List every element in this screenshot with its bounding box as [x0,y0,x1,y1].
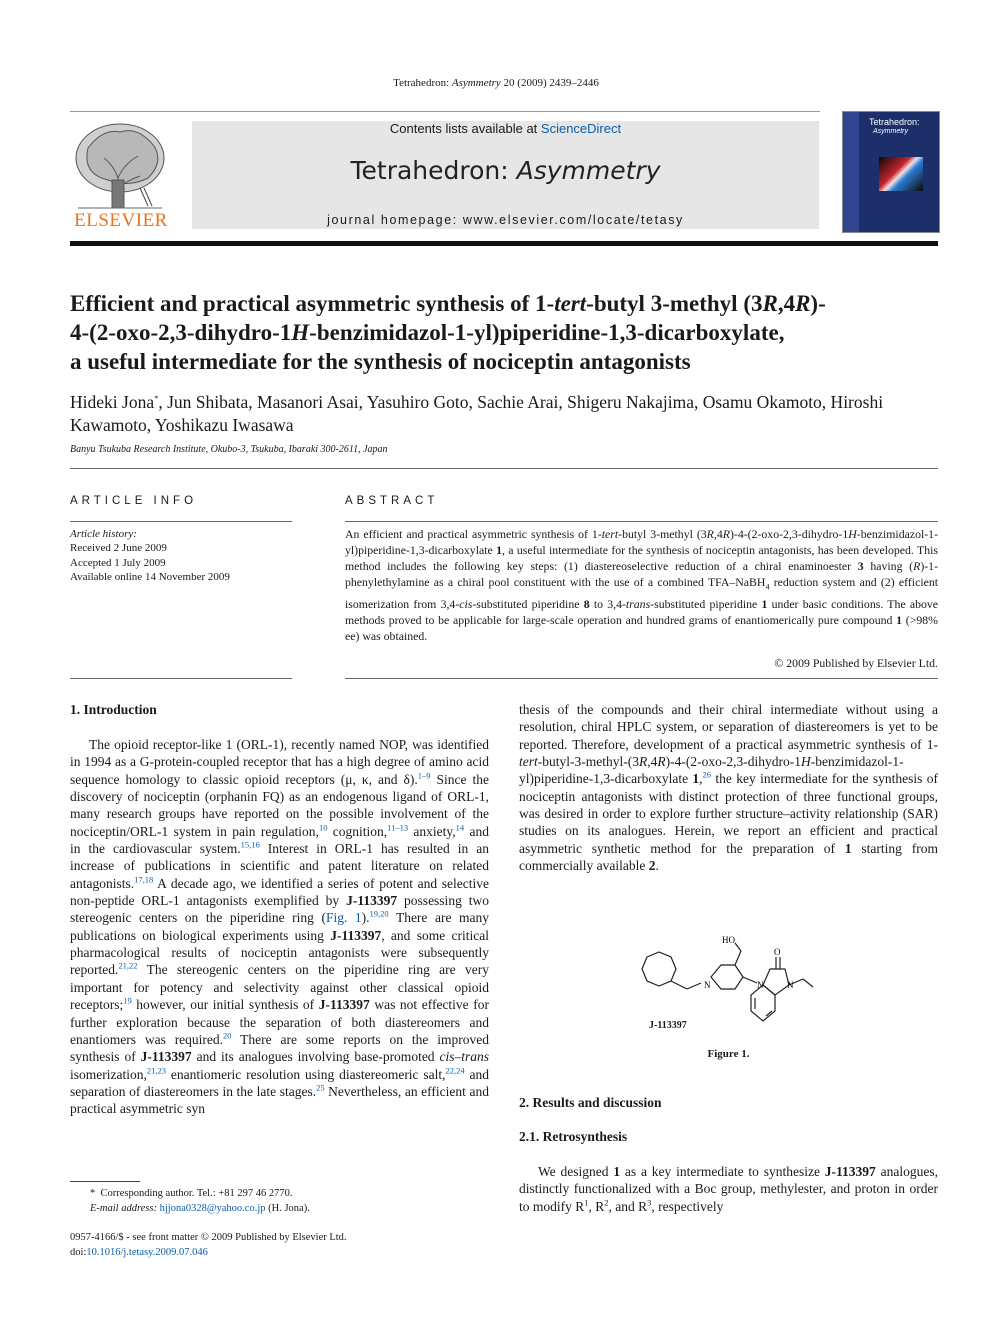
section-rule [70,468,938,469]
journal-name: Tetrahedron: Asymmetry [350,156,661,185]
corresponding-footnote: * Corresponding author. Tel.: +81 297 46 2770. E-mail address: hjjona0328@yahoo.co.jp (H. Jona). [90,1188,310,1214]
article-info-rule-bottom [70,678,292,679]
article-history: Article history: Received 2 June 2009 Accepted 1 July 2009 Available online 14 November 2009 [70,528,230,583]
elsevier-wordmark: ELSEVIER [74,210,168,231]
sciencedirect-link[interactable]: ScienceDirect [540,121,622,136]
journal-homepage[interactable]: journal homepage: www.elsevier.com/locate/tetasy [327,213,684,227]
received-date: Received 2 June 2009 [70,542,167,555]
affiliation: Banyu Tsukuba Research Institute, Okubo-3, Tsukuba, Ibaraki 300-2611, Japan [70,444,388,455]
atom-ho: HO [722,935,735,945]
article-info-heading: ARTICLE INFO [70,495,198,507]
journal-citation: Tetrahedron: Asymmetry 20 (2009) 2439–2446 [393,77,599,89]
retrosynthesis-heading: 2.1. Retrosynthesis [519,1129,628,1144]
cover-title: Tetrahedron: [869,117,920,127]
issn-line: 0957-4166/$ - see front matter © 2009 Published by Elsevier Ltd. [70,1232,347,1243]
header-rule [70,111,820,112]
figure-caption: Figure 1. [707,1048,750,1060]
atom-n-imidazole-3: N [787,980,794,990]
piperidine-ring [711,965,743,989]
compound-label: J-113397 [649,1020,687,1031]
online-date: Available online 14 November 2009 [70,570,230,583]
cover-subtitle: Asymmetry [873,128,908,135]
abstract-copyright: © 2009 Published by Elsevier Ltd. [774,656,938,670]
article-info-rule [70,521,292,522]
doi-link[interactable]: 10.1016/j.tetasy.2009.07.046 [86,1246,208,1258]
footnote-rule [70,1181,140,1182]
journal-cover-image [842,111,940,233]
retrosynthesis-text: We designed 1 as a key intermediate to synthesize J-113397 analogues, distinctly functionalized with a Boc group, methylester, and proton in order to modify $R^1$, $R^2$, and $R^3$, respectively [519,1164,938,1214]
article-title: Efficient and practical asymmetric synthesis of 1-tert-butyl 3-methyl (3R,4R)- 4-(2-oxo-2,3-dihydro-1H-benzimidazol-1-yl)piperidine-1,3-dicarboxylate, a useful intermediate for the synthesis of nociceptin antagonists [70,291,826,374]
header-thick-rule [70,241,938,246]
cyclooctane-ring [642,952,676,986]
abstract-text: An efficient and practical asymmetric synthesis of 1-tert-butyl 3-methyl (3R,4R)-4-(2-oxo-2,3-dihydro-1H-benzimidazol-1-yl)piperidine-1,3-dicarboxylate 1, a useful intermediate for the synthesis of nociceptin antagonists, has been developed. This method includes the following key steps: (1) diastereoselective reduction of a chiral enaminoester 3 having (R)-1-phenylethylamine as a chiral pool constituent with the use of a combined TFA–NaBH$_4$ reduction system and (2) efficient isomerization from 3,4-cis-substituted piperidine 8 to 3,4-trans-substituted piperidine 1 under basic conditions. The above methods proved to be applicable for large-scale operation and hundred grams of enantiomerically pure compound 1 (>98% ee) was obtained. [345,527,939,643]
author-list: Hideki Jona*, Jun Shibata, Masanori Asai, Yasuhiro Goto, Sachie Arai, Shigeru Nakajima, Osamu Okamoto, Hiroshi Kawamoto, Yoshikazu Iwasawa [70,392,884,435]
abstract-rule-bottom [345,678,938,679]
email-link[interactable]: hjjona0328@yahoo.co.jp [159,1202,266,1214]
cover-strip [843,112,859,232]
atom-o: O [774,947,781,957]
intro-heading: 1. Introduction [70,702,157,717]
intro-text-continued: thesis of the compounds and their chiral intermediate without using a resolution, chiral HPLC system, or separation of diastereomers is yet to be reported. Therefore, development of a practical asymmetric synthesis of 1-tert-butyl-3-methyl-(3R,4R)-4-(2-oxo-2,3-dihydro-1H-benzimidazol-1-yl)piperidine-1,3-dicarboxylate 1,26 the key intermediate for the synthesis of nociceptin antagonists with distinct protection of three functional groups, was desired in order to explore further structure–activity relationship (SAR) studies on its analogues. Herein, we report an efficient and practical asymmetric synthetic method for the preparation of 1 starting from commercially available 2. [519,702,938,874]
abstract-rule [345,521,938,522]
page-footer: 0957-4166/$ - see front matter © 2009 Published by Elsevier Ltd. doi:10.1016/j.tetasy.2009.07.046 [70,1232,347,1258]
imidazolone-ring [763,969,789,995]
atom-n-piperidine: N [704,980,711,990]
accepted-date: Accepted 1 July 2009 [70,556,166,569]
corresponding-mark[interactable]: * [154,393,159,404]
intro-text: The opioid receptor-like 1 (ORL-1), recently named NOP, was identified in 1994 as a G-protein-coupled receptor that has a high degree of amino acid sequence homology to classic opioid receptors (μ, κ, and δ).$^{1-9}$ Since the discovery of nociceptin (orphanin FQ) as an endogenous ligand of ORL-1, many research groups have reported on the possible involvement of the nociceptin/ORL-1 system in pain regulation,$^{10}$ cognition,$^{11-13}$ anxiety,$^{14}$ and in the cardiovascular system.$^{15,16}$ Interest in ORL-1 has resulted in an increase of publications in scientific and patent literature on related antagonists.$^{17,18}$ A decade ago, we identified a series of potent and selective non-peptide ORL-1 antagonists exemplified by J-113397 possessing two stereogenic centers on the piperidine ring (Fig. 1).$^{19,20}$ There are many publications on biological experiments using J-113397, and some critical pharmacological results of nociceptin antagonists were subsequently reported.$^{21,22}$ The stereogenic centers on the piperidine ring are very important for potency and selectivity against other classical opioid receptors;$^{19}$ however, our initial synthesis of J-113397 was not effective for further exploration because the separation of both diastereomers and enantiomers was required.$^{20}$ There are some reports on the improved synthesis of J-113397 and its analogues involving base-promoted cis–trans isomerization,$^{21,23}$ enantiomeric resolution using diastereomeric salt,$^{22,24}$ and separation of diastereomers in the late stages.$^{25}$ Nevertheless, an efficient and practical asymmetric syn [70,737,490,1117]
results-heading: 2. Results and discussion [519,1095,662,1110]
atom-n-imidazole-1: N [757,980,764,990]
cover-artwork [879,157,923,191]
first-author[interactable]: Hideki Jona [70,392,155,412]
abstract-heading: ABSTRACT [345,495,439,507]
contents-line: Contents lists available at ScienceDirect [389,121,622,136]
